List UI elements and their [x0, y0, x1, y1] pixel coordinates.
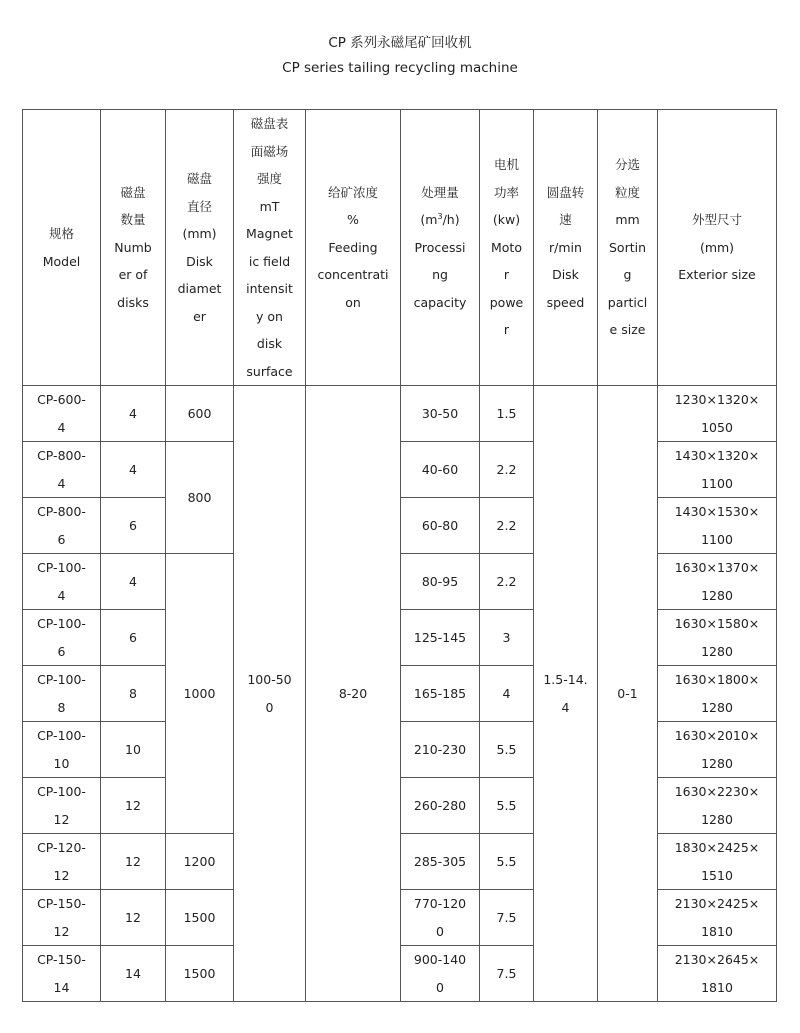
cell-model: CP-100- 6	[23, 610, 101, 666]
cell-disks: 8	[101, 666, 166, 722]
cell-exterior-size: 1230×1320× 1050	[658, 386, 777, 442]
cell-power: 2.2	[480, 442, 534, 498]
cell-exterior-size: 2130×2425× 1810	[658, 890, 777, 946]
header-magnetic-field: 磁盘表 面磁场 强度 mT Magnet ic field intensit y on disk surface	[234, 110, 306, 386]
cell-exterior-size: 1630×1370× 1280	[658, 554, 777, 610]
cell-exterior-size: 1630×2010× 1280	[658, 722, 777, 778]
cell-exterior-size: 1430×1530× 1100	[658, 498, 777, 554]
cell-model: CP-120- 12	[23, 834, 101, 890]
cell-power: 5.5	[480, 722, 534, 778]
cell-disks: 12	[101, 834, 166, 890]
cell-model: CP-100- 4	[23, 554, 101, 610]
header-feeding-concentration: 给矿浓度 % Feeding concentrati on	[306, 110, 401, 386]
cell-capacity: 40-60	[401, 442, 480, 498]
cell-diameter: 1500	[166, 890, 234, 946]
cell-diameter: 600	[166, 386, 234, 442]
document-title-cn: CP 系列永磁尾矿回收机	[328, 35, 472, 51]
cell-exterior-size: 1630×1580× 1280	[658, 610, 777, 666]
cell-disk-speed-merged: 1.5-14. 4	[534, 386, 598, 1002]
cell-exterior-size: 1430×1320× 1100	[658, 442, 777, 498]
cell-model: CP-800- 6	[23, 498, 101, 554]
cell-feeding-concentration-merged: 8-20	[306, 386, 401, 1002]
cell-disks: 6	[101, 498, 166, 554]
cell-exterior-size: 1630×1800× 1280	[658, 666, 777, 722]
cell-power: 5.5	[480, 778, 534, 834]
cell-capacity: 285-305	[401, 834, 480, 890]
cell-diameter: 1500	[166, 946, 234, 1002]
cell-capacity: 30-50	[401, 386, 480, 442]
cell-diameter: 1200	[166, 834, 234, 890]
cell-power: 7.5	[480, 946, 534, 1002]
cell-exterior-size: 1630×2230× 1280	[658, 778, 777, 834]
cell-disks: 10	[101, 722, 166, 778]
cell-disks: 4	[101, 554, 166, 610]
cell-power: 2.2	[480, 498, 534, 554]
cell-capacity: 900-140 0	[401, 946, 480, 1002]
cell-exterior-size: 2130×2645× 1810	[658, 946, 777, 1002]
header-row	[23, 110, 777, 386]
table-row	[23, 386, 777, 442]
header-processing-capacity: 处理量 $(m^3/h)$ Processi ng capacity	[401, 110, 480, 386]
cell-capacity: 80-95	[401, 554, 480, 610]
cell-model: CP-100- 10	[23, 722, 101, 778]
cell-power: 4	[480, 666, 534, 722]
header-disk-diameter: 磁盘 直径 (mm) Disk diamet er	[166, 110, 234, 386]
cell-capacity: 260-280	[401, 778, 480, 834]
cell-model: CP-150- 12	[23, 890, 101, 946]
cell-disks: 12	[101, 890, 166, 946]
unit-m3h: $(m^3/h)$	[420, 212, 460, 228]
cell-power: 5.5	[480, 834, 534, 890]
cell-exterior-size: 1830×2425× 1510	[658, 834, 777, 890]
spec-table	[22, 109, 777, 1002]
cell-sorting-size-merged: 0-1	[598, 386, 658, 1002]
cell-model: CP-600- 4	[23, 386, 101, 442]
cell-disks: 6	[101, 610, 166, 666]
header-disk-count: 磁盘 数量 Numb er of disks	[101, 110, 166, 386]
cell-capacity: 210-230	[401, 722, 480, 778]
cell-model: CP-100- 8	[23, 666, 101, 722]
cell-model: CP-800- 4	[23, 442, 101, 498]
document-title-en: CP series tailing recycling machine	[282, 60, 518, 76]
cell-power: 2.2	[480, 554, 534, 610]
cell-magnetic-field-merged: 100-50 0	[234, 386, 306, 1002]
cell-capacity: 60-80	[401, 498, 480, 554]
cell-capacity: 125-145	[401, 610, 480, 666]
cell-diameter-merged-800: 800	[166, 442, 234, 554]
cell-power: 7.5	[480, 890, 534, 946]
cell-power: 1.5	[480, 386, 534, 442]
header-disk-speed: 圆盘转 速 r/min Disk speed	[534, 110, 598, 386]
cell-disks: 14	[101, 946, 166, 1002]
header-exterior-size: 外型尺寸 (mm) Exterior size	[658, 110, 777, 386]
header-model: 规格 Model	[23, 110, 101, 386]
cell-diameter-merged-1000: 1000	[166, 554, 234, 834]
header-sorting-particle-size: 分选 粒度 mm Sortin g particl e size	[598, 110, 658, 386]
cell-model: CP-100- 12	[23, 778, 101, 834]
cell-model: CP-150- 14	[23, 946, 101, 1002]
cell-capacity: 165-185	[401, 666, 480, 722]
cell-power: 3	[480, 610, 534, 666]
cell-disks: 4	[101, 386, 166, 442]
header-motor-power: 电机 功率 (kw) Moto r powe r	[480, 110, 534, 386]
cell-disks: 4	[101, 442, 166, 498]
cell-disks: 12	[101, 778, 166, 834]
cell-capacity: 770-120 0	[401, 890, 480, 946]
